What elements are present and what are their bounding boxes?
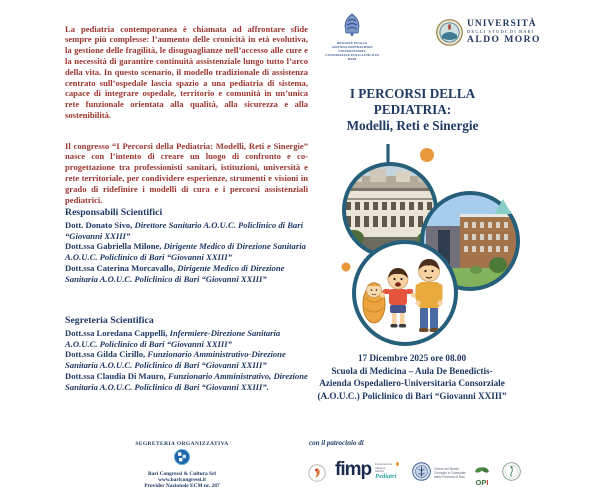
event-title: [310, 86, 515, 133]
event-venue-line3: (A.O.U.C.) Policlinico di Bari “Giovanni XXIII”: [317, 390, 507, 401]
opi-letter-i: I: [486, 478, 489, 487]
regione-puglia-logo: [322, 13, 382, 62]
person-name: Dott.ssa Gabriella Milone,: [65, 241, 162, 252]
fimp-sub-line3: Medici: [375, 469, 385, 473]
event-title-line1: I PERCORSI DELLA PEDIATRIA:: [349, 86, 476, 117]
fimp-logo: [335, 461, 396, 480]
regione-logo-line1: REGIONE PUGLIA: [336, 41, 368, 45]
bari-congressi-logo-icon: [174, 449, 190, 470]
person-name: Dott.ssa Loredana Cappelli,: [65, 327, 168, 338]
regione-logo-line2: AZIENDA OSPEDALIERO UNIVERSITARIA: [331, 44, 373, 53]
regione-logo-line3: CONSORZIALE POLICLINICO DI BARI: [325, 52, 379, 61]
regione-puglia-emblem-icon: [341, 24, 363, 41]
segreteria-organizzativa-block: [98, 441, 266, 489]
ordine-line3: della Provincia di Bari: [434, 474, 465, 479]
orange-dot-accent: [420, 148, 434, 162]
event-venue-line1: Scuola di Medicina – Aula De Benedictis-: [331, 365, 493, 376]
sponsor-logos-row: [300, 456, 600, 488]
ordine-medici-text: [434, 468, 466, 479]
segreteria-entry: [65, 371, 308, 393]
opi-logo: [472, 461, 492, 486]
person-name: Dott.ssa Claudia Di Mauro,: [65, 370, 166, 381]
opi-wordmark: [472, 479, 492, 486]
person-name: Dott.ssa Gilda Cirillo,: [65, 349, 146, 360]
person-role: Dirigente Medico di Direzione Sanitaria A.O.U.C. Policlinico di Bari “Giovanni XXIII”: [65, 262, 285, 284]
event-title-line2: Modelli, Reti e Sinergie: [346, 118, 479, 133]
university-logo-line3: ALDO MORO: [467, 35, 541, 45]
fimp-orange-dot-icon: [396, 462, 400, 466]
opi-letters-op: OP: [475, 478, 487, 487]
organizer-website: www.baricongressi.it: [157, 477, 207, 483]
orange-dot-accent: [342, 263, 351, 272]
segreteria-organizzativa-heading: SEGRETERIA ORGANIZZATIVA: [135, 441, 229, 447]
sip-logo-icon: [308, 464, 326, 487]
university-logo-text: [467, 19, 541, 45]
segreteria-scientifica-section: [65, 316, 308, 393]
responsabili-entry: [65, 263, 308, 285]
opi-leaves-icon: [474, 461, 490, 478]
fimp-sub-line1: Federazione: [375, 462, 393, 466]
university-logo-line1: UNIVERSITÀ: [467, 19, 537, 29]
ordine-line1: Ordine dei Medici: [434, 467, 459, 472]
person-role: Dirigente Medico di Direzione Sanitaria A.O.U.C. Policlinico di Bari “Giovanni XXIII”: [65, 241, 306, 263]
person-name: Dott. Donato Sivo,: [65, 219, 133, 230]
ordine-medici-logo: [412, 462, 466, 486]
segreteria-entry: [65, 328, 308, 350]
university-logo-line2: DEGLI STUDI DI BARI: [467, 29, 535, 34]
fimp-subtext: [375, 463, 396, 480]
ordine-line2: Chirurghi e Odontoiatri: [434, 471, 467, 476]
person-name: Dott.ssa Caterina Morcavallo,: [65, 262, 176, 273]
segreteria-scientifica-heading: Segreteria Scientifica: [65, 315, 154, 326]
intro-paragraph-1: La pediatria contemporanea è chiamata ad affrontare sfide sempre più complesse: l’aumento delle cronicità in età evolutiva, la gestione delle fragilità, le disuguaglianze nell’accesso alle cure e la necessità di garantire continuità assistenziale lungo tutto l’arco della vita. In questo scenario, il modello tradizionale di assistenza centrato sull’ospedale lascia spazio a una pediatria di sistema, capace di integrare ospedale, territorio e comunità in un’unica rete funzionale orientata alla qualità, alla sicurezza e alla sostenibilità.: [65, 23, 308, 120]
person-role: Infermiere-Direzione Sanitaria A.O.U.C. Policlinico di Bari “Giovanni XXIII”: [65, 327, 281, 349]
fimp-wordmark: fimp: [335, 459, 372, 480]
responsabili-entry: [65, 220, 308, 242]
segreteria-entry: [65, 349, 308, 371]
circular-seal-logo-icon: [502, 462, 521, 486]
university-seal-icon: [436, 19, 463, 51]
intro-paragraph-2: Il congresso “I Percorsi della Pediatria: Modelli, Reti e Sinergie” nasce con l’intento di creare un luogo di confronto e co-progettazione tra professionisti sanitari, istituzioni, università e rete territoriale, per condividere esperienze, strumenti e visioni in grado di ridefinire i modelli di cura e i percorsi assistenziali pediatrici.: [65, 140, 308, 205]
organizer-company: Bari Congressi & Cultura Srl: [148, 471, 216, 477]
ordine-medici-seal-icon: [412, 462, 431, 486]
event-venue-line2: Azienda Ospedaliero-Universitaria Consorziale: [319, 378, 505, 389]
patrocinio-label: con il patrocinio di: [309, 439, 364, 447]
person-role: Direttore Sanitario A.O.U.C. Policlinico di Bari “Giovanni XXIII”: [65, 219, 303, 241]
person-role: Funzionario Amministrativo-Direzione Sanitaria A.O.U.C. Policlinico di Bari “Giovanni XXIII”: [65, 349, 286, 371]
person-role: Funzionario Amministrativo, Direzione Sanitaria A.O.U.C. Policlinico di Bari “Giovanni XXIII”.: [65, 370, 308, 392]
cartoon-family-illustration: [354, 242, 456, 344]
organizer-provider: Provider Nazionale ECM nr. 287: [144, 483, 220, 489]
fimp-script-word: Pediatri: [375, 472, 397, 480]
responsabili-heading: Responsabili Scientifici: [65, 207, 163, 218]
circles-illustration: [330, 138, 565, 358]
university-bari-logo: [436, 19, 596, 51]
responsabili-scientifici-section: [65, 208, 308, 285]
event-details: [302, 352, 522, 402]
event-datetime: 17 Dicembre 2025 ore 08.00: [357, 353, 467, 363]
fimp-sub-line2: Italiana: [375, 465, 386, 470]
responsabili-entry: [65, 241, 308, 263]
